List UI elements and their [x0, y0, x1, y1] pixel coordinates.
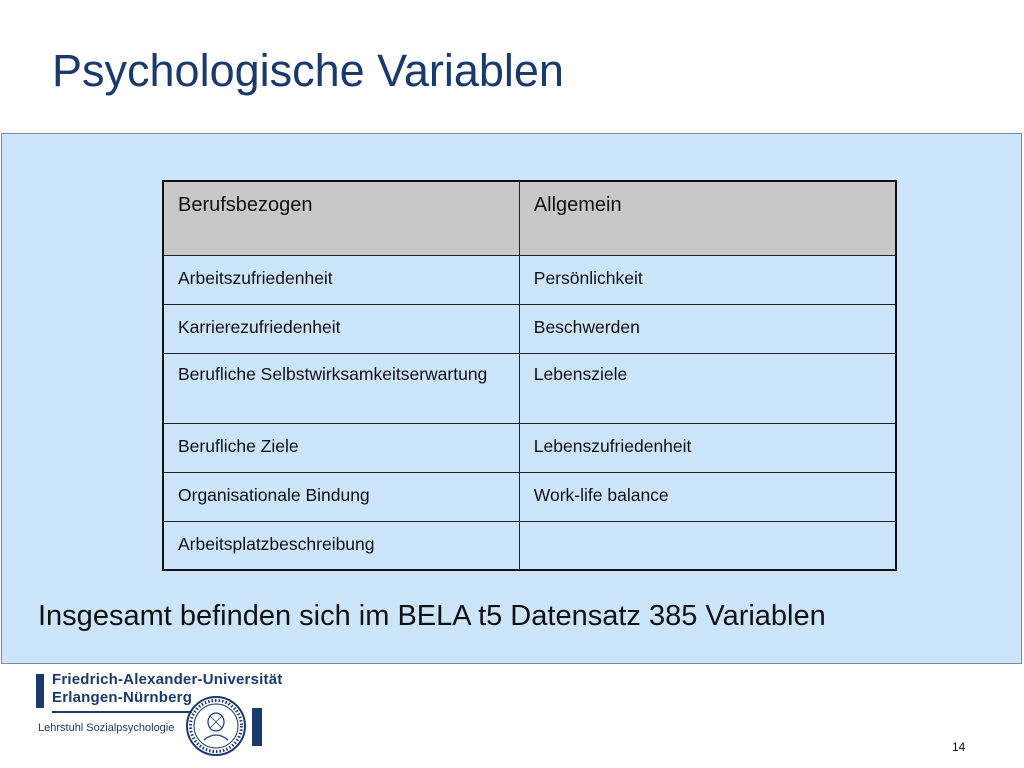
table-row	[163, 423, 896, 472]
table-row	[163, 472, 896, 521]
variables-table	[162, 180, 897, 571]
table-row	[163, 304, 896, 353]
table-row	[163, 353, 896, 423]
page-number: 14	[952, 740, 966, 754]
table-cell: Arbeitsplatzbeschreibung	[163, 521, 519, 570]
summary-text: Insgesamt befinden sich im BELA t5 Datensatz 385 Variablen	[38, 600, 826, 632]
table-row	[163, 521, 896, 570]
fau-logo-bar	[36, 674, 44, 708]
table-row	[163, 255, 896, 304]
logo-rule	[52, 711, 192, 713]
table-cell: Lebenszufriedenheit	[519, 423, 896, 472]
table-cell: Work-life balance	[519, 472, 896, 521]
slide-title: Psychologische Variablen	[52, 45, 564, 96]
table-cell: Berufliche Selbstwirksamkeitserwartung	[163, 353, 519, 423]
table-cell: Organisationale Bindung	[163, 472, 519, 521]
chair-label: Lehrstuhl Sozialpsychologie	[38, 722, 175, 734]
table-cell: Beschwerden	[519, 304, 896, 353]
university-name-line1: Friedrich-Alexander-Universität	[52, 671, 283, 688]
table-cell: Karrierezufriedenheit	[163, 304, 519, 353]
table-header-berufsbezogen: Berufsbezogen	[163, 181, 519, 255]
university-name-line2: Erlangen-Nürnberg	[52, 689, 193, 706]
table-header-allgemein: Allgemein	[519, 181, 896, 255]
table-cell: Berufliche Ziele	[163, 423, 519, 472]
table-cell: Persönlichkeit	[519, 255, 896, 304]
footer	[0, 664, 1024, 768]
table-cell: Arbeitszufriedenheit	[163, 255, 519, 304]
table-cell: Lebensziele	[519, 353, 896, 423]
table-header-row	[163, 181, 896, 255]
university-seal-icon	[184, 694, 248, 758]
table-cell	[519, 521, 896, 570]
seal-bar	[252, 708, 262, 746]
